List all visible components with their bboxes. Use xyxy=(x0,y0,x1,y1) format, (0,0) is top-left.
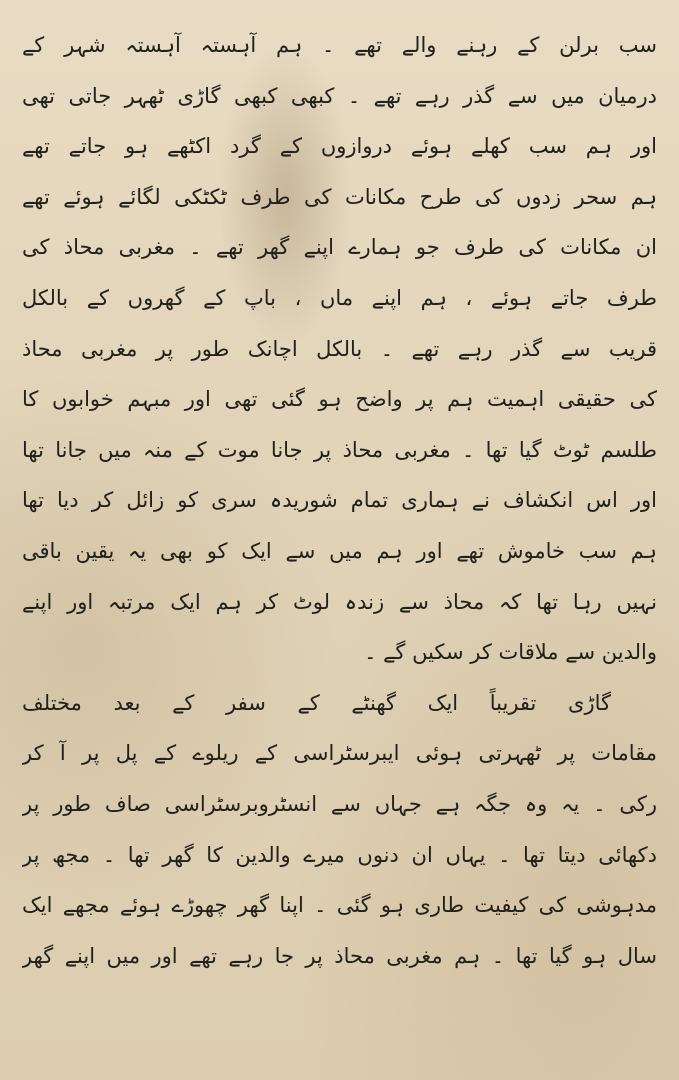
paragraph-start-line: گاڑی تقریباً ایک گھنٹے کے سفر کے بعد مختلف xyxy=(22,690,611,715)
text-line: ہم سحر زدوں کی طرح مکانات کی طرف ٹکٹکی لگائے ہوئے تھے xyxy=(22,184,657,209)
text-line: نہیں رہا تھا کہ محاذ سے زندہ لوٹ کر ہم ایک مرتبہ اور اپنے xyxy=(22,589,657,614)
text-line: مقامات پر ٹھہرتی ہوئی ایبرسٹراسی کے ریلوے کے پل پر آ کر xyxy=(22,741,657,766)
text-line: دکھائی دیتا تھا ۔ یہاں ان دنوں میرے والدین کا گھر تھا ۔ مجھ پر xyxy=(22,842,657,867)
text-line: طرف جاتے ہوئے ، ہم اپنے ماں ، باپ کے گھروں کے بالکل xyxy=(22,285,657,310)
text-line: درمیان میں سے گذر رہے تھے ۔ کبھی کبھی گاڑی ٹھہر جاتی تھی xyxy=(22,83,657,108)
text-line: اور اس انکشاف نے ہماری تمام شوریدہ سری کو زائل کر دیا تھا xyxy=(22,488,657,513)
text-line: کی حقیقی اہمیت ہم پر واضح ہو گئی تھی اور مبہم خوابوں کا xyxy=(22,387,657,412)
text-line: مدہوشی کی کیفیت طاری ہو گئی ۔ اپنا گھر چھوڑے ہوئے مجھے ایک xyxy=(22,893,657,918)
urdu-text-body xyxy=(22,20,657,981)
text-line: اور ہم سب کھلے ہوئے دروازوں کے گرد اکٹھے ہو جاتے تھے xyxy=(22,134,657,159)
text-line: ہم سب خاموش تھے اور ہم میں سے ایک کو بھی یہ یقین باقی xyxy=(22,538,657,563)
text-line: قریب سے گذر رہے تھے ۔ بالکل اچانک طور پر مغربی محاذ xyxy=(22,336,657,361)
text-line: سب برلن کے رہنے والے تھے ۔ ہم آہستہ آہستہ شہر کے xyxy=(22,33,657,57)
paragraph-end-line: والدین سے ملاقات کر سکیں گے ۔ xyxy=(364,640,657,665)
text-line: رکی ۔ یہ وہ جگہ ہے جہاں سے انسٹروبرسٹراسی صاف طور پر xyxy=(22,791,657,816)
text-line: سال ہو گیا تھا ۔ ہم مغربی محاذ پر جا رہے تھے اور میں اپنے گھر xyxy=(22,943,657,968)
text-line: طلسم ٹوٹ گیا تھا ۔ مغربی محاذ پر جانا موت کے منہ میں جانا تھا xyxy=(22,437,657,462)
text-line: ان مکانات کی طرف جو ہمارے اپنے گھر تھے ۔ مغربی محاذ کی xyxy=(22,235,657,260)
